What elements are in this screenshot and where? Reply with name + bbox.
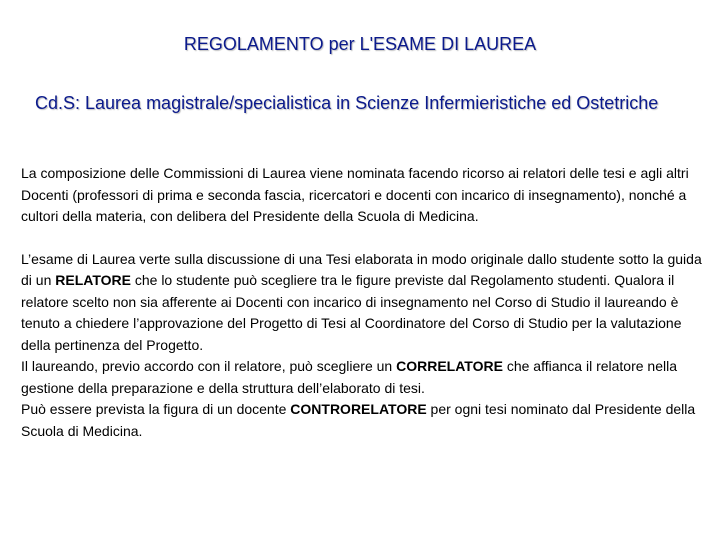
exam-text-after: che lo studente può scegliere tra le figure previste dal Regolamento studenti. Qualora il relatore scelto non sia afferente ai Docenti con incarico di insegnamento nel Corso di Studio il laureando è tenuto a chiedere l’approvazione del Progetto di Tesi al Coordinatore del Corso di Studio per la valutazione della pertinenza del Progetto. <box>21 272 682 353</box>
correlatore-paragraph <box>21 356 703 399</box>
regulation-body <box>21 163 703 442</box>
correlatore-text-after: che affianca il relatore nella gestione della preparazione e della struttura dell’elaborato di tesi. <box>21 358 678 396</box>
correlatore-text-before: Il laureando, previo accordo con il relatore, può scegliere un <box>21 358 397 374</box>
controrelatore-paragraph <box>21 399 703 442</box>
controrelatore-term: CONTRORELATORE <box>290 401 427 417</box>
correlatore-term: CORRELATORE <box>396 358 503 374</box>
exam-text-before: L’esame di Laurea verte sulla discussione di una Tesi elaborata in modo originale dallo studente sotto la guida di un <box>21 250 702 288</box>
relatore-term: RELATORE <box>55 272 131 288</box>
controrelatore-text-after: per ogni tesi nominato dal Presidente della Scuola di Medicina. <box>21 401 696 439</box>
course-subtitle: Cd.S: Laurea magistrale/specialistica in Scienze Infermieristiche ed Ostetriche <box>35 93 659 113</box>
exam-paragraph <box>21 249 703 357</box>
page-title: REGOLAMENTO per L'ESAME DI LAUREA <box>183 34 537 54</box>
controrelatore-text-before: Può essere prevista la figura di un docente <box>21 401 291 417</box>
commission-paragraph: La composizione delle Commissioni di Laurea viene nominata facendo ricorso ai relatori delle tesi e agli altri Docenti (professori di prima e seconda fascia, ricercatori e docenti con incarico di insegnamento), nonché a cultori della materia, con delibera del Presidente della Scuola di Medicina. <box>21 165 689 224</box>
